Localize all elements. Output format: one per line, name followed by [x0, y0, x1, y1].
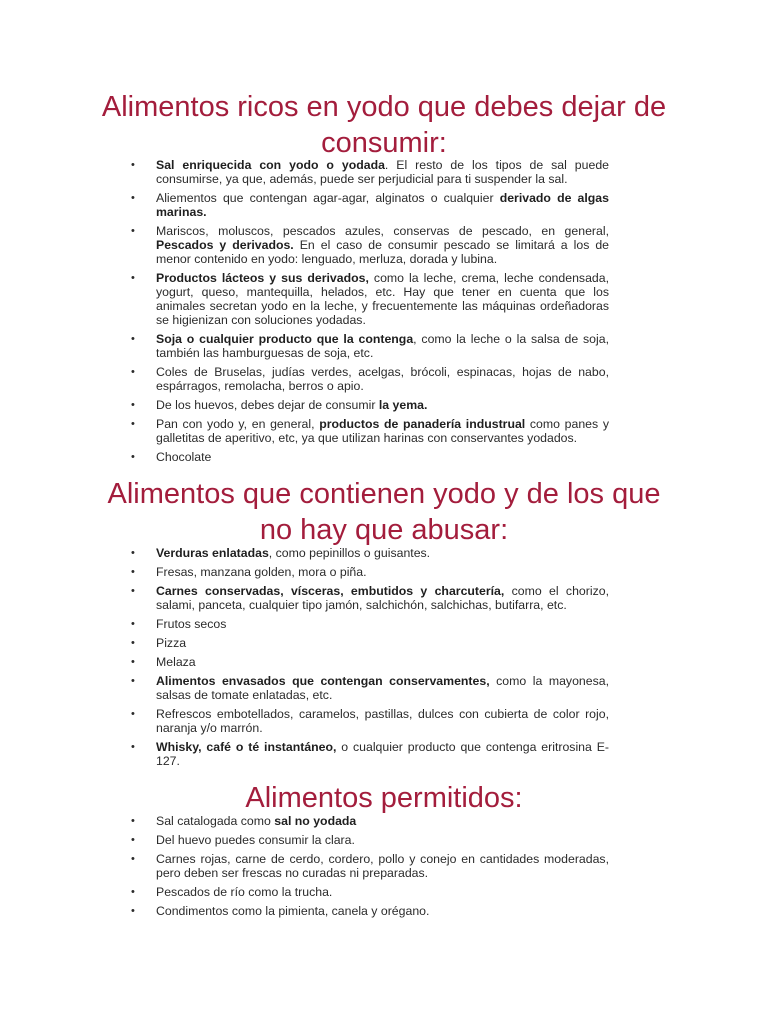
item-text: Mariscos, moluscos, pescados azules, conservas de pescado, en general,: [156, 224, 609, 238]
list-item: [131, 158, 609, 186]
list-item: [131, 546, 609, 560]
allowed-foods-list: [131, 814, 609, 923]
list-item: [131, 584, 609, 612]
list-item: [131, 740, 609, 768]
list-item: [131, 655, 609, 669]
item-text: , como pepinillos o guisantes.: [268, 546, 431, 560]
item-text: Pescados de río como la trucha.: [156, 885, 333, 899]
list-item: [131, 833, 609, 847]
item-text: Frutos secos: [156, 617, 227, 631]
item-text: , como la leche o la salsa de soja, también las hamburguesas de soja, etc.: [156, 332, 610, 360]
item-text: Coles de Bruselas, judías verdes, acelgas, brócoli, espinacas, hojas de nabo, espárragos, remolacha, berros o apio.: [156, 365, 609, 393]
bold-text: Verduras enlatadas: [156, 546, 269, 560]
list-item: [131, 674, 609, 702]
item-text: Aliementos que contengan agar-agar, alginatos o cualquier: [156, 191, 500, 205]
list-item: [131, 417, 609, 445]
iodine-rich-foods-list: [131, 158, 609, 469]
item-text: Pan con yodo y, en general,: [156, 417, 320, 431]
bold-text: Soja o cualquier producto que la contenga: [156, 332, 414, 346]
item-text: Pizza: [156, 636, 187, 650]
list-item: [131, 191, 609, 219]
item-text: o cualquier producto que contenga eritrosina E-127.: [156, 740, 610, 768]
list-item: [131, 332, 609, 360]
list-item: [131, 814, 609, 828]
item-text: Chocolate: [156, 450, 212, 464]
list-item: [131, 565, 609, 579]
item-text: como el chorizo, salami, panceta, cualquier tipo jamón, salchichón, salchichas, butifarra, etc.: [156, 584, 609, 612]
item-text: Carnes rojas, carne de cerdo, cordero, pollo y conejo en cantidades moderadas, pero deben ser frescas no curadas ni preparadas.: [156, 852, 609, 880]
list-item: [131, 398, 609, 412]
list-item: [131, 450, 609, 464]
bold-text: productos de panadería industrual: [319, 417, 526, 431]
section-title-iodine-rich: Alimentos ricos en yodo que debes dejar de consumir:: [101, 91, 667, 160]
section-title-moderate-iodine: Alimentos que contienen yodo y de los que no hay que abusar:: [107, 478, 661, 547]
bold-text: la yema.: [378, 398, 428, 412]
list-item: [131, 885, 609, 899]
bold-text: Whisky, café o té instantáneo,: [156, 740, 337, 754]
bold-text: derivado de algas marinas.: [156, 191, 609, 219]
item-text: Fresas, manzana golden, mora o piña.: [156, 565, 367, 579]
item-text: Del huevo puedes consumir la clara.: [156, 833, 355, 847]
item-text: Melaza: [156, 655, 196, 669]
bold-text: Productos lácteos y sus derivados,: [156, 271, 369, 285]
item-text: En el caso de consumir pescado se limitará a los de menor contenido en yodo: lenguado, merluza, dorada y lubina.: [156, 238, 609, 266]
bold-text: sal no yodada: [274, 814, 357, 828]
section-title-allowed-foods: Alimentos permitidos:: [245, 782, 523, 814]
item-text: . El resto de los tipos de sal puede consumirse, ya que, además, puede ser perjudicial para ti suspender la sal.: [156, 158, 610, 186]
item-text: como panes y galletitas de aperitivo, etc, ya que utilizan harinas con conservantes yodados.: [156, 417, 609, 445]
list-item: [131, 365, 609, 393]
item-text: Sal catalogada como: [156, 814, 275, 828]
item-text: Refrescos embotellados, caramelos, pastillas, dulces con cubierta de color rojo, naranja y/o marrón.: [156, 707, 609, 735]
item-text: como la mayonesa, salsas de tomate enlatadas, etc.: [156, 674, 609, 702]
list-item: [131, 617, 609, 631]
item-text: Condimentos como la pimienta, canela y orégano.: [156, 904, 430, 918]
bold-text: Pescados y derivados.: [156, 238, 294, 252]
item-text: como la leche, crema, leche condensada, yogurt, queso, mantequilla, helados, etc. Hay que tener en cuenta que los animales secretan yodo en la leche, y frecuentemente las máquinas ordeñadoras se higienizan con soluciones yodadas.: [156, 271, 609, 327]
list-item: [131, 852, 609, 880]
bold-text: Alimentos envasados que contengan conservamentes,: [156, 674, 490, 688]
list-item: [131, 271, 609, 327]
list-item: [131, 707, 609, 735]
moderate-iodine-foods-list: [131, 546, 609, 773]
item-text: De los huevos, debes dejar de consumir: [156, 398, 379, 412]
bold-text: Carnes conservadas, vísceras, embutidos y charcutería,: [156, 584, 505, 598]
list-item: [131, 904, 609, 918]
bold-text: Sal enriquecida con yodo o yodada: [156, 158, 385, 172]
list-item: [131, 636, 609, 650]
list-item: [131, 224, 609, 266]
